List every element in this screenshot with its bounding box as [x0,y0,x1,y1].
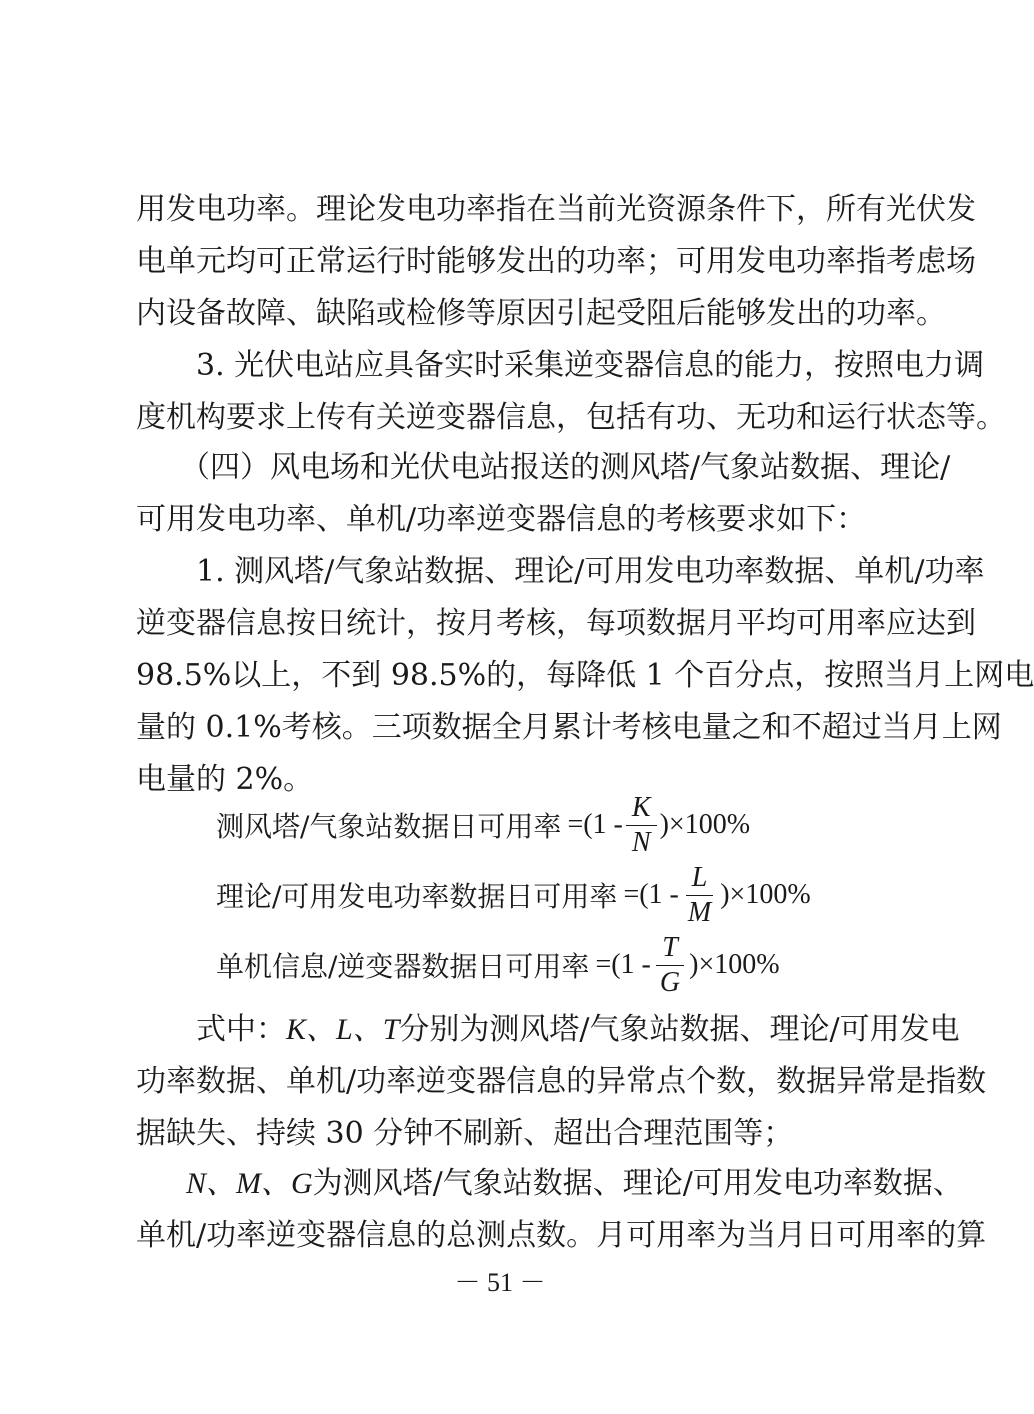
variable-list: K、L、T [286,1013,400,1046]
formula-wind-tower [216,790,750,860]
fraction-numerator: K [626,792,657,826]
formula-fraction [654,932,686,999]
formula-lhs: =(1 - [595,949,651,980]
fraction-denominator: M [687,896,712,928]
paragraph-line: 逆变器信息按日统计，按月考核，每项数据月平均可用率应达到 [136,606,976,641]
paragraph-line: 电量的 2%。 [136,762,314,797]
paragraph-line: 度机构要求上传有关逆变器信息，包括有功、无功和运行状态等。 [136,400,1006,435]
formula-math [595,932,779,999]
paragraph-line: 用发电功率。理论发电功率指在当前光资源条件下，所有光伏发 [136,192,976,227]
formula-rhs: )×100% [720,879,811,910]
formula-label: 理论/可用发电功率数据日可用率 [216,880,618,913]
formula-lhs: =(1 - [567,809,623,840]
paragraph-line [186,1164,963,1204]
formula-fraction [626,792,657,859]
variable-list: N、M、G [186,1167,313,1200]
paragraph-line: 可用发电功率、单机/功率逆变器信息的考核要求如下： [136,502,867,537]
paragraph-line: 单机/功率逆变器信息的总测点数。月可用率为当月日可用率的算 [136,1218,987,1253]
formula-lhs: =(1 - [623,879,679,910]
section-heading-line: （四）风电场和光伏电站报送的测风塔/气象站数据、理论/ [180,450,951,485]
paragraph-line: 内设备故障、缺陷或检修等原因引起受阻后能够发出的功率。 [136,296,946,331]
paragraph-line: 1. 测风塔/气象站数据、理论/可用发电功率数据、单机/功率 [196,554,985,589]
formula-rhs: )×100% [659,809,751,840]
formula-label: 测风塔/气象站数据日可用率 [216,810,562,843]
formula-fraction [682,862,717,929]
fraction-denominator: G [659,966,681,998]
formula-rhs: )×100% [689,949,780,980]
paragraph-line: 据缺失、持续 30 分钟不刷新、超出合理范围等； [136,1116,794,1151]
fraction-numerator: T [656,932,684,966]
formula-inverter [216,930,780,1000]
formula-label: 单机信息/逆变器数据日可用率 [216,950,590,983]
fraction-numerator: L [686,862,714,896]
fraction-denominator: N [631,826,651,858]
paragraph-line: 量的 0.1%考核。三项数据全月累计考核电量之和不超过当月上网 [136,710,1002,745]
paragraph-line: 电单元均可正常运行时能够发出的功率；可用发电功率指考虑场 [136,244,976,279]
formula-math [567,792,750,859]
paragraph-line: 3. 光伏电站应具备实时采集逆变器信息的能力，按照电力调 [196,348,985,383]
formula-math [623,862,810,929]
text-prefix: 式中： [196,1012,286,1047]
text-suffix: 为测风塔/气象站数据、理论/可用发电功率数据、 [312,1166,963,1201]
page-number: － 51 － [454,1268,546,1297]
formula-theoretical-power [216,860,811,930]
paragraph-line: 98.5%以上，不到 98.5%的，每降低 1 个百分点，按照当月上网电 [136,658,1034,693]
text-suffix: 分别为测风塔/气象站数据、理论/可用发电 [399,1012,960,1047]
paragraph-line [196,1010,960,1050]
paragraph-line: 功率数据、单机/功率逆变器信息的异常点个数，数据异常是指数 [136,1064,987,1099]
